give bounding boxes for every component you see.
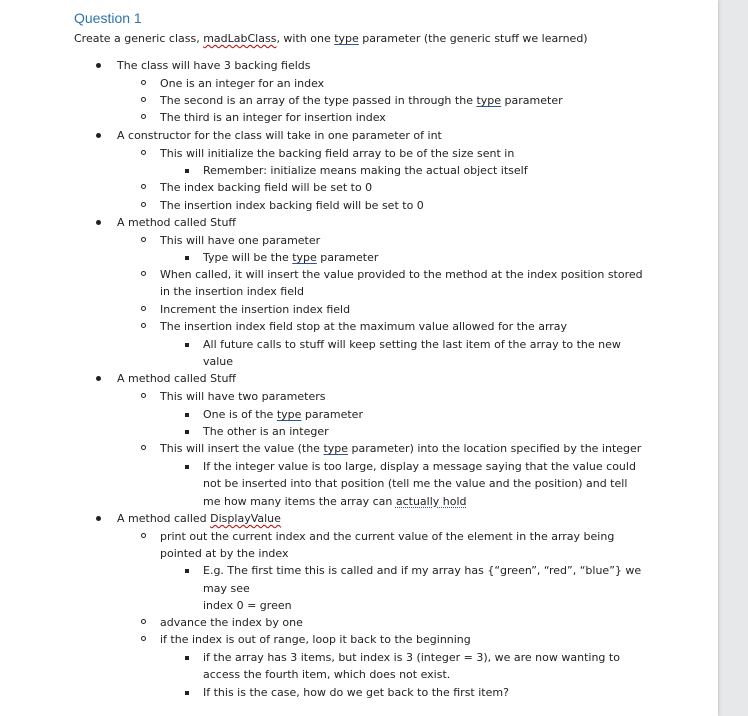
bullet-icon	[96, 133, 101, 138]
question-heading: Question 1	[74, 10, 142, 26]
list-item-continued: not be inserted into that position (tell me the value and the position) and tell	[203, 477, 628, 490]
circle-bullet-icon	[141, 533, 146, 538]
circle-bullet-icon	[141, 271, 146, 276]
list-item: advance the index by one	[160, 616, 303, 629]
bullet-icon	[96, 376, 101, 381]
square-bullet-icon	[185, 430, 189, 434]
circle-bullet-icon	[141, 636, 146, 641]
intro-paragraph: Create a generic class, madLabClass, with one type parameter (the generic stuff we learned)	[74, 32, 588, 45]
list-item-continued: in the insertion index field	[160, 285, 305, 298]
circle-bullet-icon	[141, 445, 146, 450]
list-item: if the index is out of range, loop it back to the beginning	[160, 633, 471, 646]
list-item-continued: may see	[203, 582, 250, 595]
list-item: The insertion index field stop at the maximum value allowed for the array	[160, 320, 568, 333]
circle-bullet-icon	[141, 237, 146, 242]
circle-bullet-icon	[141, 114, 146, 119]
list-item: A method called Stuff	[117, 372, 236, 385]
square-bullet-icon	[185, 256, 189, 260]
list-item: A constructor for the class will take in one parameter of int	[117, 129, 442, 142]
list-item: The index backing field will be set to 0	[160, 181, 373, 194]
list-item: One is of the type parameter	[203, 408, 363, 421]
list-item: Increment the insertion index field	[160, 303, 351, 316]
list-item-continued: access the fourth item, which does not exist.	[203, 668, 451, 681]
list-item: The other is an integer	[203, 425, 329, 438]
circle-bullet-icon	[141, 323, 146, 328]
list-item-continued: pointed at by the index	[160, 547, 289, 560]
list-item: print out the current index and the current value of the element in the array being	[160, 530, 615, 543]
list-item: When called, it will insert the value provided to the method at the index position stored	[160, 268, 643, 281]
list-item: If the integer value is too large, display a message saying that the value could	[203, 460, 636, 473]
list-item: Remember: initialize means making the actual object itself	[203, 164, 528, 177]
list-item: This will have one parameter	[160, 234, 321, 247]
square-bullet-icon	[185, 343, 189, 347]
list-item: The class will have 3 backing fields	[117, 59, 311, 72]
list-item: E.g. The first time this is called and if my array has {“green”, “red”, “blue”} we	[203, 564, 642, 577]
circle-bullet-icon	[141, 80, 146, 85]
list-item: A method called Stuff	[117, 216, 236, 229]
list-item-continued: index 0 = green	[203, 599, 292, 612]
circle-bullet-icon	[141, 619, 146, 624]
bullet-icon	[96, 220, 101, 225]
bullet-icon	[96, 516, 101, 521]
circle-bullet-icon	[141, 97, 146, 102]
list-item: A method called DisplayValue	[117, 512, 281, 525]
list-item: If this is the case, how do we get back to the first item?	[203, 686, 509, 699]
square-bullet-icon	[185, 465, 189, 469]
list-item-continued: value	[203, 355, 234, 368]
square-bullet-icon	[185, 413, 189, 417]
list-item: One is an integer for an index	[160, 77, 325, 90]
square-bullet-icon	[185, 169, 189, 173]
list-item: Type will be the type parameter	[203, 251, 379, 264]
class-name: madLabClass	[203, 32, 277, 45]
type-word: type	[334, 32, 359, 45]
list-item: All future calls to stuff will keep setting the last item of the array to the new	[203, 338, 621, 351]
circle-bullet-icon	[141, 202, 146, 207]
square-bullet-icon	[185, 691, 189, 695]
list-item: This will insert the value (the type parameter) into the location specified by the integer	[160, 442, 642, 455]
list-item: This will initialize the backing field array to be of the size sent in	[160, 147, 515, 160]
square-bullet-icon	[185, 569, 189, 573]
bullet-icon	[96, 63, 101, 68]
circle-bullet-icon	[141, 393, 146, 398]
list-item: The second is an array of the type passed in through the type parameter	[160, 94, 563, 107]
list-item: The third is an integer for insertion index	[160, 111, 386, 124]
list-item: if the array has 3 items, but index is 3 (integer = 3), we are now wanting to	[203, 651, 620, 664]
list-item-continued: me how many items the array can actually hold	[203, 495, 467, 508]
circle-bullet-icon	[141, 184, 146, 189]
list-item: This will have two parameters	[160, 390, 326, 403]
list-item: The insertion index backing field will be set to 0	[160, 199, 424, 212]
square-bullet-icon	[185, 656, 189, 660]
circle-bullet-icon	[141, 150, 146, 155]
circle-bullet-icon	[141, 306, 146, 311]
